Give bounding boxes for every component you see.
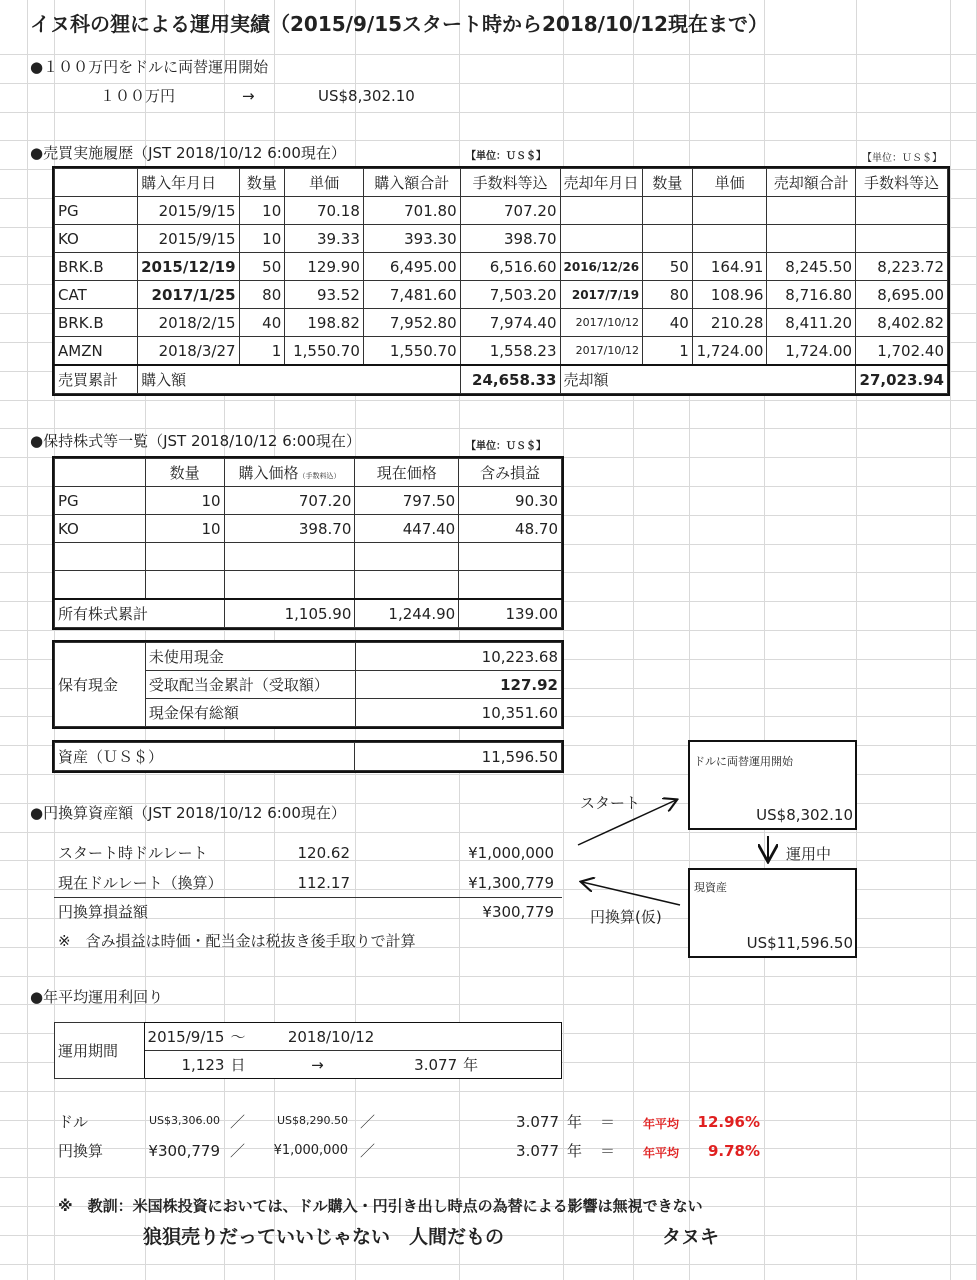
current-rate-value: 112.17 [297, 874, 350, 892]
trade-cell: BRK.B [55, 309, 138, 337]
trade-cell: 2015/12/19 [138, 253, 239, 281]
trade-cell: 1 [239, 337, 285, 366]
trade-cell: 39.33 [285, 225, 364, 253]
annual-years: 3.077 [516, 1142, 559, 1160]
trade-cell: 2017/10/12 [560, 309, 643, 337]
th-unrealized: 含み損益 [459, 459, 562, 487]
annual-to: US$8,290.50 [276, 1114, 348, 1127]
trade-cell: 10 [239, 225, 285, 253]
exchange-usd: US$8,302.10 [318, 87, 415, 105]
trade-cell: 93.52 [285, 281, 364, 309]
holding-cell: 707.20 [224, 487, 355, 515]
avg-label: 年平均 [643, 1146, 680, 1160]
current-rate-label: 現在ドルレート（換算） [58, 874, 223, 892]
trade-cell: 50 [239, 253, 285, 281]
exchange-heading: ●１００万円をドルに両替運用開始 [30, 58, 269, 76]
trade-cell: 6,495.00 [363, 253, 460, 281]
unused-cash-value: 10,223.68 [355, 643, 561, 671]
cash-label: 保有現金 [55, 643, 146, 727]
trade-cell: 2018/3/27 [138, 337, 239, 366]
equals: ＝ [600, 1142, 616, 1160]
yen-pl-label: 円換算損益額 [58, 903, 149, 921]
trade-cell: BRK.B [55, 253, 138, 281]
trade-cell: 6,516.60 [460, 253, 560, 281]
th-sell-date: 売却年月日 [560, 169, 643, 197]
holdings-total-buy: 1,105.90 [224, 599, 355, 628]
period-arrow: → [311, 1055, 324, 1074]
trade-cell: 50 [643, 253, 693, 281]
page-title: イヌ科の狸による運用実績（2015/9/15スタート時から2018/10/12現在まで） [30, 12, 768, 36]
trade-cell: 108.96 [692, 281, 767, 309]
dividends-value: 127.92 [355, 671, 561, 699]
trade-cell: 7,952.80 [363, 309, 460, 337]
holdings-heading: ●保持株式等一覧（JST 2018/10/12 6:00現在） [30, 432, 361, 450]
equals: ＝ [600, 1113, 616, 1131]
annual-years: 3.077 [516, 1113, 559, 1131]
trade-cell: 1 [643, 337, 693, 366]
trade-cell: PG [55, 197, 138, 225]
sell-total: 27,023.94 [856, 365, 948, 394]
divider [54, 897, 562, 898]
th-buy-date: 購入年月日 [138, 169, 239, 197]
trade-cell: 80 [239, 281, 285, 309]
trade-cell: 1,724.00 [692, 337, 767, 366]
trade-cell: 2017/10/12 [560, 337, 643, 366]
lesson-text: ※ 教訓：米国株投資においては、ドル購入・円引き出し時点の為替による影響は無視できない [58, 1197, 703, 1215]
yen-note: ※ 含み損益は時価・配当金は税抜き後手取りで計算 [58, 932, 416, 950]
th-sell-price: 単価 [692, 169, 767, 197]
trade-cell: KO [55, 225, 138, 253]
trade-cell: 2016/12/26 [560, 253, 643, 281]
annual-rate: 12.96% [697, 1113, 760, 1131]
now-box-title: 現資産 [694, 881, 727, 894]
now-box-value: US$11,596.50 [746, 934, 853, 952]
annual-row-label: 円換算 [58, 1142, 104, 1160]
annual-to: ¥1,000,000 [273, 1143, 348, 1158]
trade-cell: 398.70 [460, 225, 560, 253]
start-label: スタート [580, 794, 641, 812]
trade-cell: 8,411.20 [767, 309, 856, 337]
motto-text: 狼狽売りだっていいじゃない 人間だもの [143, 1226, 505, 1248]
trade-cell: 2017/7/19 [560, 281, 643, 309]
yen-label: 円換算(仮) [590, 908, 662, 926]
trade-cell: 70.18 [285, 197, 364, 225]
trade-cell: 8,245.50 [767, 253, 856, 281]
sell-total-label: 売却額 [560, 365, 856, 394]
th-current-price: 現在価格 [355, 459, 459, 487]
year-unit: 年 [463, 1056, 479, 1074]
trade-cell: 40 [239, 309, 285, 337]
year-unit: 年 [567, 1113, 583, 1131]
trade-cell: 707.20 [460, 197, 560, 225]
empty-cell [460, 1023, 561, 1051]
cash-total-label: 現金保有総額 [145, 699, 355, 727]
trade-cell: 198.82 [285, 309, 364, 337]
start-box-value: US$8,302.10 [756, 806, 853, 824]
trade-cell: 8,402.82 [856, 309, 948, 337]
cash-total-value: 10,351.60 [355, 699, 561, 727]
trade-cell: 7,974.40 [460, 309, 560, 337]
holding-cell: 398.70 [224, 515, 355, 543]
buy-total-label: 購入額 [138, 365, 461, 394]
trade-cell: 701.80 [363, 197, 460, 225]
holding-cell: 10 [145, 515, 224, 543]
trades-heading: ●売買実施履歴（JST 2018/10/12 6:00現在） [30, 144, 346, 162]
year-unit: 年 [567, 1142, 583, 1160]
dividends-label: 受取配当金累計（受取額） [145, 671, 355, 699]
holding-cell: 10 [145, 487, 224, 515]
period-start: 2015/9/15 [147, 1027, 225, 1046]
th-sell-qty: 数量 [643, 169, 693, 197]
period-days: 1,123 [181, 1055, 225, 1074]
trade-cell: 164.91 [692, 253, 767, 281]
holding-cell: 447.40 [355, 515, 459, 543]
trade-cell: 10 [239, 197, 285, 225]
slash: ／ [230, 1142, 246, 1160]
trade-cell: 7,503.20 [460, 281, 560, 309]
th-qty: 数量 [145, 459, 224, 487]
period-years: 3.077 [414, 1055, 458, 1074]
exchange-arrow: → [242, 87, 255, 105]
trade-cell: AMZN [55, 337, 138, 366]
trade-cell: 80 [643, 281, 693, 309]
trade-cell: 8,223.72 [856, 253, 948, 281]
trade-cell: 8,695.00 [856, 281, 948, 309]
exchange-yen: １００万円 [100, 87, 176, 105]
period-end: 2018/10/12 [287, 1027, 375, 1046]
annual-from: ¥300,779 [148, 1142, 220, 1160]
assets-label: 資産（ＵＳ＄） [55, 743, 355, 771]
avg-label: 年平均 [643, 1117, 680, 1131]
running-label: 運用中 [786, 845, 832, 863]
trade-cell: CAT [55, 281, 138, 309]
trade-cell: 7,481.60 [363, 281, 460, 309]
holding-cell: 90.30 [459, 487, 562, 515]
yen-heading: ●円換算資産額（JST 2018/10/12 6:00現在） [30, 804, 346, 822]
slash: ／ [360, 1142, 376, 1160]
holdings-unit: 【単位：ＵＳ＄】 [466, 441, 546, 452]
holdings-total-current: 1,244.90 [355, 599, 459, 628]
annual-heading: ●年平均運用利回り [30, 988, 164, 1006]
start-yen-value: ¥1,000,000 [468, 844, 554, 862]
yen-pl-value: ¥300,779 [482, 903, 554, 921]
trade-cell: 129.90 [285, 253, 364, 281]
th-qty: 数量 [239, 169, 285, 197]
annual-row-label: ドル [58, 1113, 89, 1131]
signature-text: タヌキ [662, 1226, 720, 1248]
day-unit: 日 [230, 1056, 246, 1074]
holdings-total-pl: 139.00 [459, 599, 562, 628]
th-buy-price-note: （手数料込） [298, 472, 341, 480]
annual-from: US$3,306.00 [148, 1114, 220, 1127]
start-rate-label: スタート時ドルレート [58, 844, 208, 862]
th-sell-fee: 手数料等込 [856, 169, 948, 197]
th-sell-total: 売却額合計 [767, 169, 856, 197]
holding-cell: KO [55, 515, 146, 543]
slash: ／ [360, 1113, 376, 1131]
holding-cell: 797.50 [355, 487, 459, 515]
trade-cell: 2015/9/15 [138, 197, 239, 225]
period-label: 運用期間 [55, 1023, 145, 1079]
trade-cell: 2015/9/15 [138, 225, 239, 253]
slash: ／ [230, 1113, 246, 1131]
trade-cell: 1,558.23 [460, 337, 560, 366]
buy-total: 24,658.33 [460, 365, 560, 394]
trades-unit: 【単位：ＵＳ＄】 [466, 151, 546, 162]
th-buy-fee: 手数料等込 [460, 169, 560, 197]
period-table [54, 1022, 562, 1079]
th-buy-total: 購入額合計 [363, 169, 460, 197]
trades-total-label: 売買累計 [55, 365, 138, 394]
start-rate-value: 120.62 [297, 844, 350, 862]
trade-cell: 1,702.40 [856, 337, 948, 366]
trade-cell: 40 [643, 309, 693, 337]
assets-value: 11,596.50 [355, 743, 562, 771]
start-box-title: ドルに両替運用開始 [694, 755, 793, 768]
trade-cell: 210.28 [692, 309, 767, 337]
holdings-total-label: 所有株式累計 [55, 599, 225, 628]
annual-rate: 9.78% [707, 1142, 760, 1160]
yen-arrow-icon [582, 882, 680, 905]
unused-cash-label: 未使用現金 [145, 643, 355, 671]
period-tilde: 〜 [230, 1028, 246, 1046]
trade-cell: 8,716.80 [767, 281, 856, 309]
trade-cell: 1,550.70 [285, 337, 364, 366]
th-buy-price-label: 購入価格 [238, 464, 299, 482]
trade-cell: 1,550.70 [363, 337, 460, 366]
current-yen-value: ¥1,300,779 [468, 874, 554, 892]
holding-cell: PG [55, 487, 146, 515]
trade-cell: 2017/1/25 [138, 281, 239, 309]
trade-cell: 2018/2/15 [138, 309, 239, 337]
holding-cell: 48.70 [459, 515, 562, 543]
trade-cell: 1,724.00 [767, 337, 856, 366]
trades-unit-2: 【単位：ＵＳ＄】 [862, 153, 942, 164]
trade-cell: 393.30 [363, 225, 460, 253]
th-price: 単価 [285, 169, 364, 197]
